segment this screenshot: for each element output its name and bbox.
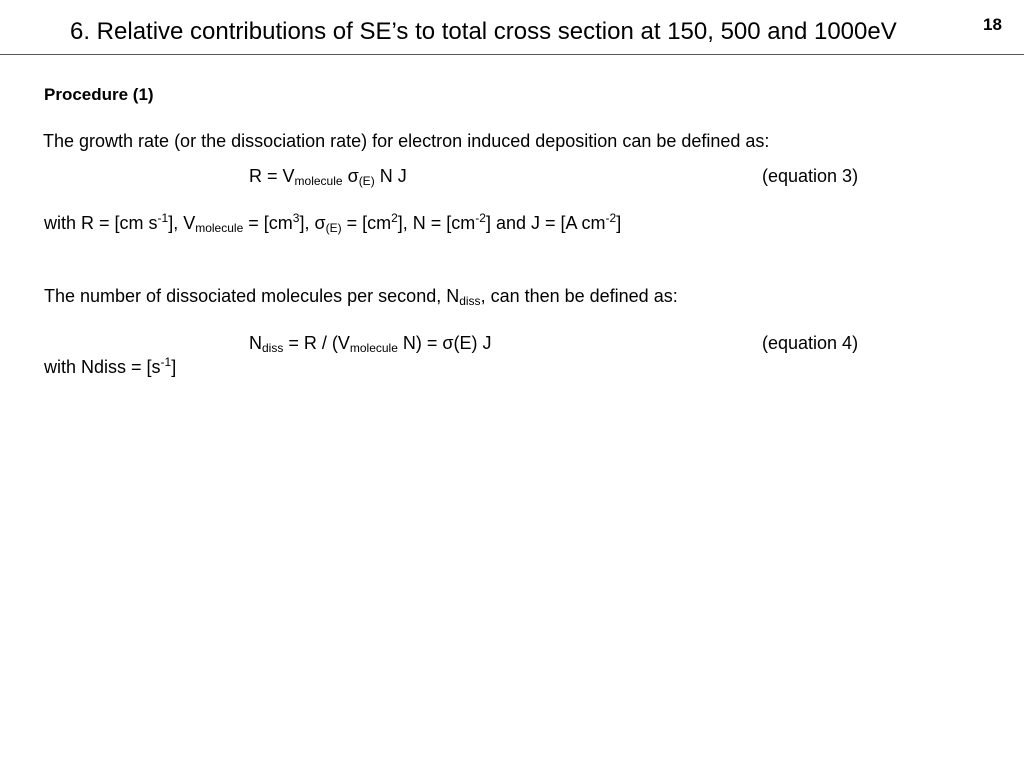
title-divider	[0, 54, 1024, 55]
units-line-1: with R = [cm $s^{-1}$], $V_{molecule} = [cm^3]$, $\sigma_{(E)} = [cm^2]$, $N = [cm^{-2}]$ and J = [A $cm^{-2}$]	[44, 211, 622, 235]
section-heading: Procedure (1)	[44, 85, 154, 104]
intro-text: The growth rate (or the dissociation rate) for electron induced deposition can be defined as:	[43, 131, 770, 151]
slide-title: 6. Relative contributions of SE’s to total cross section at 150, 500 and 1000eV	[70, 18, 897, 45]
page-number: 18	[983, 15, 1002, 34]
equation-4-label: (equation 4)	[762, 333, 859, 353]
units-line-2: with Ndiss = $[s^{-1}]$	[44, 355, 177, 377]
equation-3-label: (equation 3)	[762, 166, 859, 186]
equation-4: $N_{diss} = R / (V_{molecule}$ N) = σ(E) J	[249, 333, 492, 355]
ndiss-definition: The number of dissociated molecules per second, $N_{diss}$, can then be defined as:	[44, 286, 678, 308]
equation-3: $R = V_{molecule}$ $\sigma_{(E)}$ N J	[249, 166, 407, 188]
